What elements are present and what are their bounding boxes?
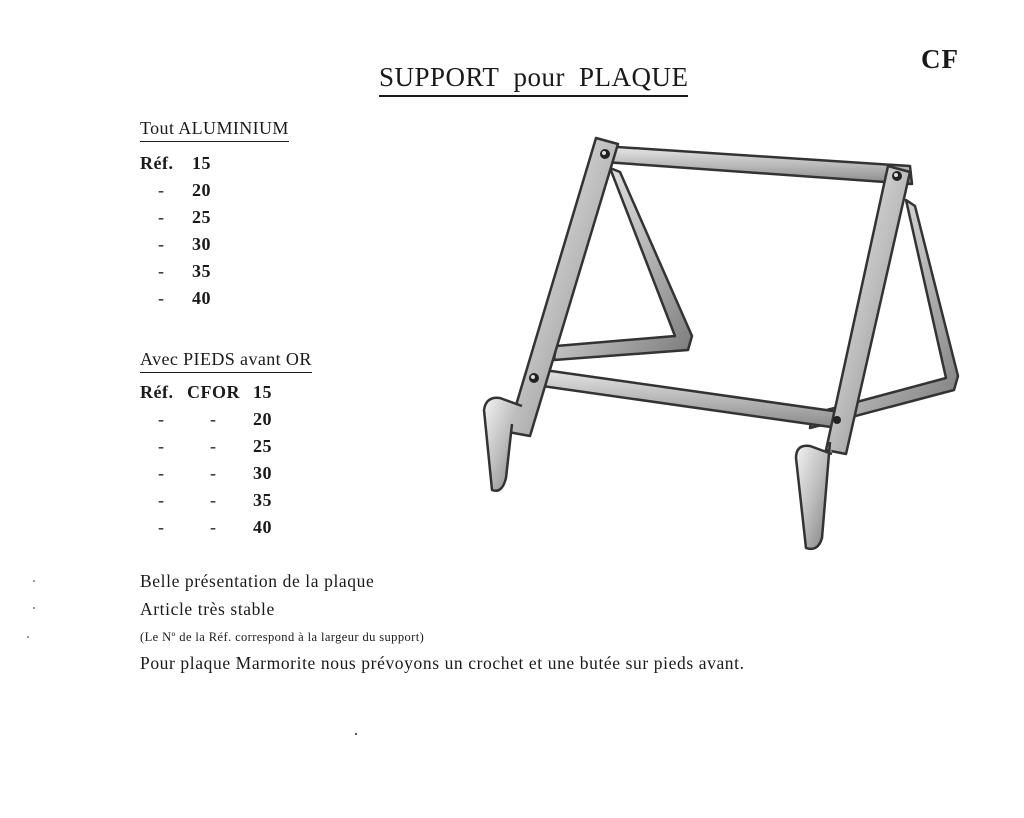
description-line: Article très stable bbox=[140, 599, 275, 619]
title-word-support: SUPPORT bbox=[379, 62, 500, 92]
stand-photo bbox=[470, 128, 970, 558]
ref-number: 30 bbox=[253, 463, 272, 483]
ref-number: 15 bbox=[253, 382, 272, 402]
ditto-dash: - bbox=[158, 463, 165, 483]
ref-number: 20 bbox=[253, 409, 272, 429]
description-line: Pour plaque Marmorite nous prévoyons un crochet et une butée sur pieds avant. bbox=[140, 653, 745, 673]
ref-row bbox=[140, 234, 260, 258]
ref-row bbox=[140, 490, 300, 514]
title-word-plaque: PLAQUE bbox=[578, 62, 689, 92]
ref-label: Réf. bbox=[140, 382, 174, 402]
ref-number: 35 bbox=[192, 261, 211, 281]
brand-mark: CF bbox=[921, 44, 959, 74]
ref-row bbox=[140, 288, 260, 312]
description-line: Belle présentation de la plaque bbox=[140, 571, 375, 591]
ref-code: CFOR bbox=[187, 382, 240, 402]
title-word-pour: pour bbox=[513, 62, 565, 92]
ref-row bbox=[140, 180, 260, 204]
ditto-dash: - bbox=[158, 180, 165, 200]
ditto-dash: - bbox=[158, 490, 165, 510]
page-title bbox=[379, 62, 688, 97]
ref-number: 25 bbox=[192, 207, 211, 227]
scan-speck bbox=[355, 733, 357, 735]
ditto-dash: - bbox=[158, 234, 165, 254]
ref-row bbox=[140, 409, 300, 433]
scan-speck bbox=[27, 636, 29, 638]
ditto-dash: - bbox=[210, 517, 217, 537]
ref-row bbox=[140, 436, 300, 460]
ref-row bbox=[140, 382, 300, 406]
ref-row bbox=[140, 517, 300, 541]
ref-label: Réf. bbox=[140, 153, 174, 173]
section-pieds-or-heading: Avec PIEDS avant OR bbox=[140, 349, 312, 373]
ref-row bbox=[140, 153, 260, 177]
ref-row bbox=[140, 261, 260, 285]
ref-number: 20 bbox=[192, 180, 211, 200]
scan-speck bbox=[33, 580, 35, 582]
ref-number: 40 bbox=[192, 288, 211, 308]
ditto-dash: - bbox=[158, 288, 165, 308]
ditto-dash: - bbox=[210, 409, 217, 429]
ditto-dash: - bbox=[210, 463, 217, 483]
ditto-dash: - bbox=[158, 207, 165, 227]
ditto-dash: - bbox=[210, 490, 217, 510]
ditto-dash: - bbox=[158, 517, 165, 537]
ref-number: 30 bbox=[192, 234, 211, 254]
ditto-dash: - bbox=[158, 436, 165, 456]
scan-speck bbox=[33, 607, 35, 609]
ref-row bbox=[140, 207, 260, 231]
ditto-dash: - bbox=[158, 261, 165, 281]
section-aluminium-heading: Tout ALUMINIUM bbox=[140, 118, 289, 142]
ref-number: 35 bbox=[253, 490, 272, 510]
ref-number: 25 bbox=[253, 436, 272, 456]
ref-number: 40 bbox=[253, 517, 272, 537]
description-note: (Le Nº de la Réf. correspond à la largeur du support) bbox=[140, 630, 425, 644]
ditto-dash: - bbox=[210, 436, 217, 456]
ditto-dash: - bbox=[158, 409, 165, 429]
ref-number: 15 bbox=[192, 153, 211, 173]
ref-row bbox=[140, 463, 300, 487]
